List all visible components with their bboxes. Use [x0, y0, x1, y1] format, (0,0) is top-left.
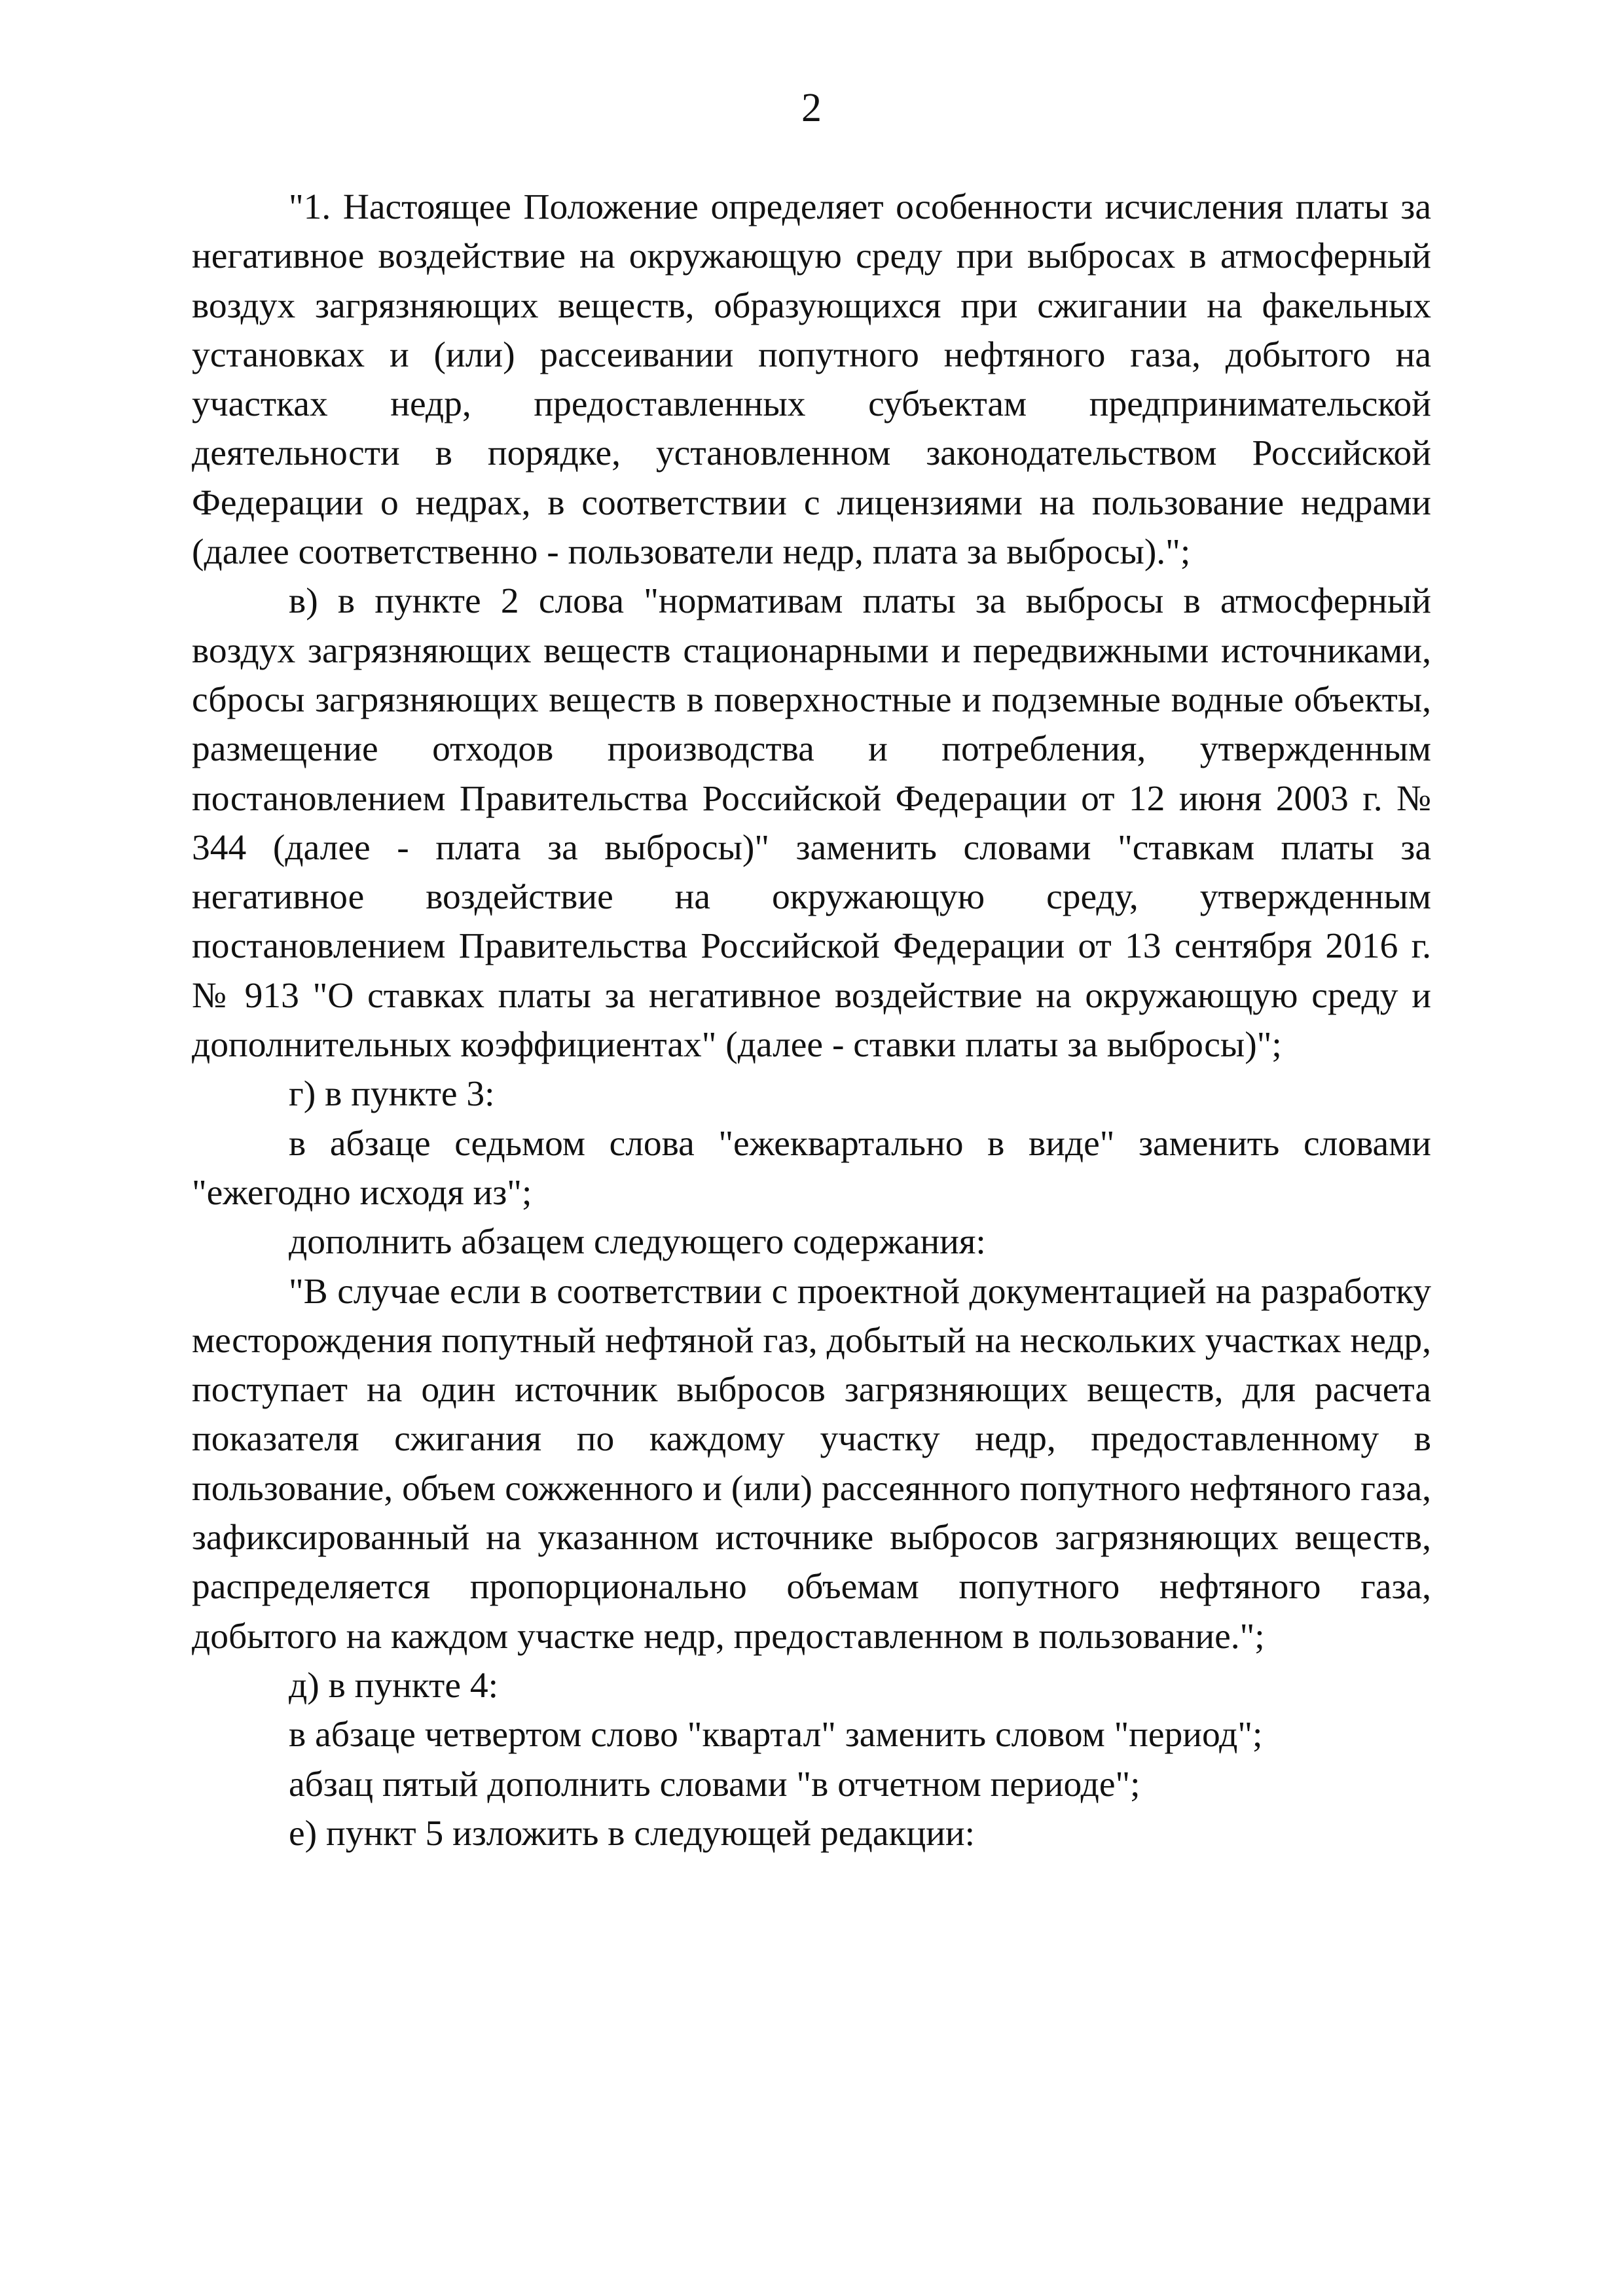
paragraph-item-e: е) пункт 5 изложить в следующей редакции: — [289, 1813, 976, 1854]
paragraph-item-g-add: дополнить абзацем следующего содержания: — [289, 1222, 986, 1263]
paragraph-item-g-new-text: "В случае если в соответствии с проектной документацией на разработку месторождения попутный нефтяной газ, добытый на нескольких участках недр, поступает на один источник выбросов загрязняющих веществ, для расчета показателя сжигания по каждому участку недр, предоставленному в пользование, объем сожженного и (или) рассеянного попутного нефтяного газа, зафиксированный на указанном источнике выбросов загрязняющих веществ, распределяется пропорционально объемам попутного нефтяного газа, добытого на каждом участке недр, предоставленном в пользование."; — [192, 1271, 1431, 1657]
document-body — [192, 183, 1431, 1858]
paragraph-item-d: д) в пункте 4: — [289, 1665, 498, 1706]
paragraph-item-v: в) в пункте 2 слова "нормативам платы за выбросы в атмосферный воздух загрязняющих веществ стационарными и передвижными источниками, сбросы загрязняющих веществ в поверхностные и подземные водные объекты, размещение отходов производства и потребления, утвержденным постановлением Правительства Российской Федерации от 12 июня 2003 г. № 344 (далее - плата за выбросы)" заменить словами "ставкам платы за негативное воздействие на окружающую среду, утвержденным постановлением Правительства Российской Федерации от 13 сентября 2016 г. № 913 "О ставках платы за негативное воздействие на окружающую среду и дополнительных коэффициентах" (далее - ставки платы за выбросы)"; — [192, 581, 1431, 1066]
paragraph-clause-1: "1. Настоящее Положение определяет особенности исчисления платы за негативное воздействие на окружающую среду при выбросах в атмосферный воздух загрязняющих веществ, образующихся при сжигании на факельных установках и (или) рассеивании попутного нефтяного газа, добытого на участках недр, предоставленных субъектам предпринимательской деятельности в порядке, установленном законодательством Российской Федерации о недрах, в соответствии с лицензиями на пользование недрами (далее соответственно - пользователи недр, плата за выбросы)."; — [192, 187, 1431, 573]
paragraph-item-g-abzac-7: в абзаце седьмом слова "ежеквартально в виде" заменить словами "ежегодно исходя из"; — [192, 1123, 1431, 1213]
paragraph-item-d-abzac-4: в абзаце четвертом слово "квартал" заменить словом "период"; — [289, 1715, 1263, 1755]
page-number: 2 — [801, 86, 822, 130]
paragraph-item-d-abzac-5: абзац пятый дополнить словами "в отчетном периоде"; — [289, 1764, 1140, 1804]
paragraph-item-g: г) в пункте 3: — [289, 1074, 495, 1115]
